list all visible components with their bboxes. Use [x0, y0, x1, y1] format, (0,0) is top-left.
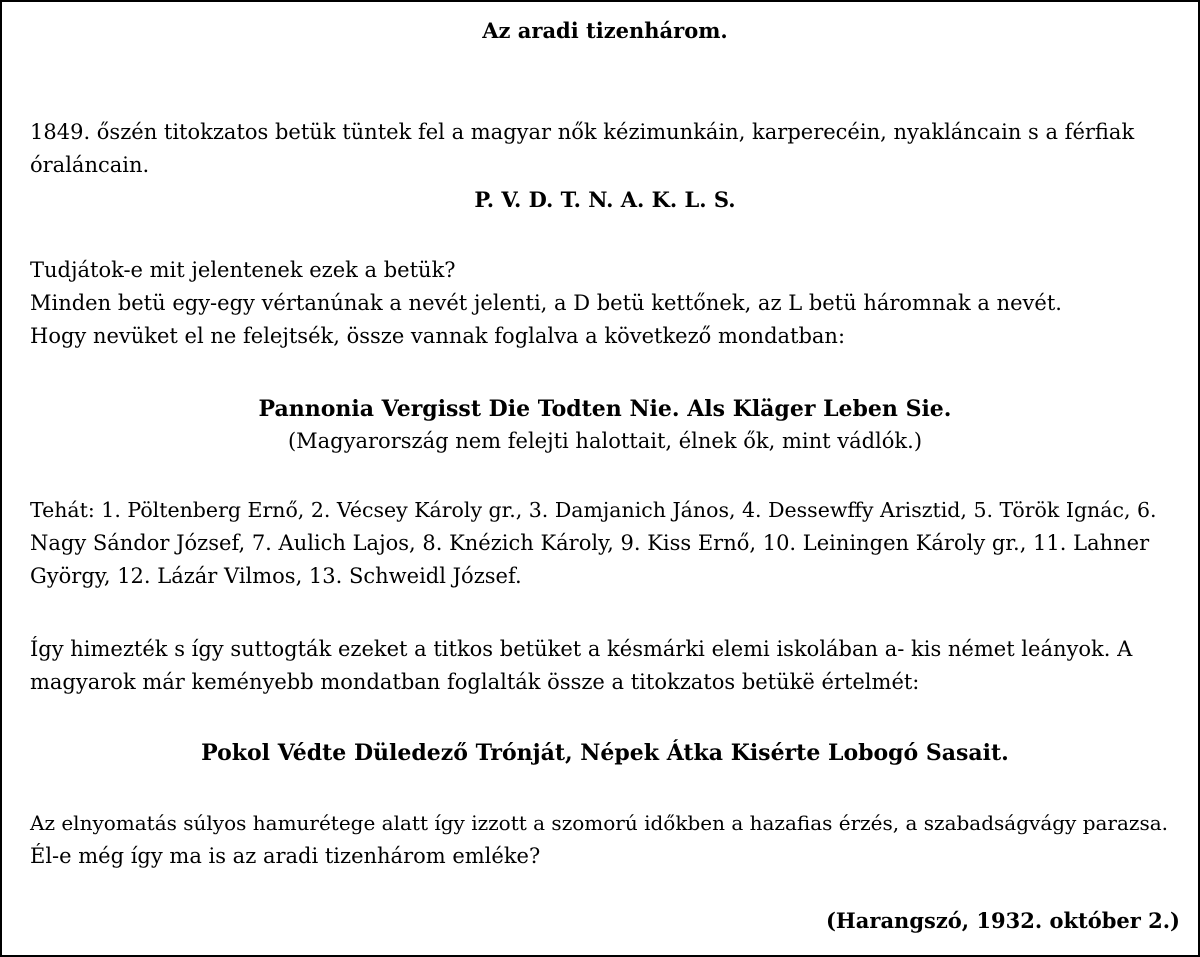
german-sentence: Pannonia Vergisst Die Todten Nie. Als Kläger Leben Sie. [258, 396, 952, 422]
embroidery-line-2: magyarok már keményebb mondatban foglalták össze a titokzatos betükë értelmét: [30, 670, 920, 694]
hungarian-translation: (Magyarország nem felejti halottait, élnek ők, mint vádlók.) [287, 429, 923, 453]
names-line-1: Tehát: 1. Pöltenberg Ernő, 2. Vécsey Károly gr., 3. Damjanich János, 4. Dessewffy Arisztid, 5. Török Ignác, 6. [30, 498, 1157, 522]
names-paragraph [30, 494, 1180, 593]
letters-line: P. V. D. T. N. A. K. L. S. [474, 187, 736, 212]
question-paragraph [30, 254, 1180, 353]
names-line-3: György, 12. Lázár Vilmos, 13. Schweidl József. [30, 564, 522, 588]
intro-paragraph [30, 116, 1180, 182]
intro-line-2: óraláncain. [30, 153, 150, 177]
embroidery-line-1: Így himezték s így suttogták ezeket a titkos betüket a késmárki elemi iskolában a- kis német leányok. A [30, 637, 1133, 661]
question-line: Tudjátok-e mit jelentenek ezek a betük? [30, 258, 456, 282]
document-title: Az aradi tizenhárom. [482, 18, 728, 43]
explanation-line: Minden betü egy-egy vértanúnak a nevét jelenti, a D betü kettőnek, az L betü háromnak a nevét. [30, 291, 1062, 315]
names-line-2: Nagy Sándor József, 7. Aulich Lajos, 8. Knézich Károly, 9. Kiss Ernő, 10. Leiningen Károly gr., 11. Lahner [30, 531, 1150, 555]
closing-line-2: Él-e még így ma is az aradi tizenhárom emléke? [30, 844, 541, 868]
source-signature: (Harangszó, 1932. október 2.) [826, 908, 1180, 933]
closing-line-1: Az elnyomatás súlyos hamurétege alatt így izzott a szomorú időkben a hazafias érzés, a szabadságvágy parazsa. [30, 811, 1168, 835]
hungarian-sentence: Pokol Védte Düledező Trónját, Népek Átka Kisérte Lobogó Sasait. [201, 740, 1009, 766]
embroidery-paragraph [30, 633, 1180, 699]
purpose-line: Hogy nevüket el ne felejtsék, össze vannak foglalva a következő mondatban: [30, 324, 846, 348]
closing-paragraph [30, 807, 1180, 873]
intro-line-1: 1849. őszén titokzatos betük tüntek fel a magyar nők kézimunkáin, karperecéin, nyakláncain s a férfiak [30, 120, 1135, 144]
